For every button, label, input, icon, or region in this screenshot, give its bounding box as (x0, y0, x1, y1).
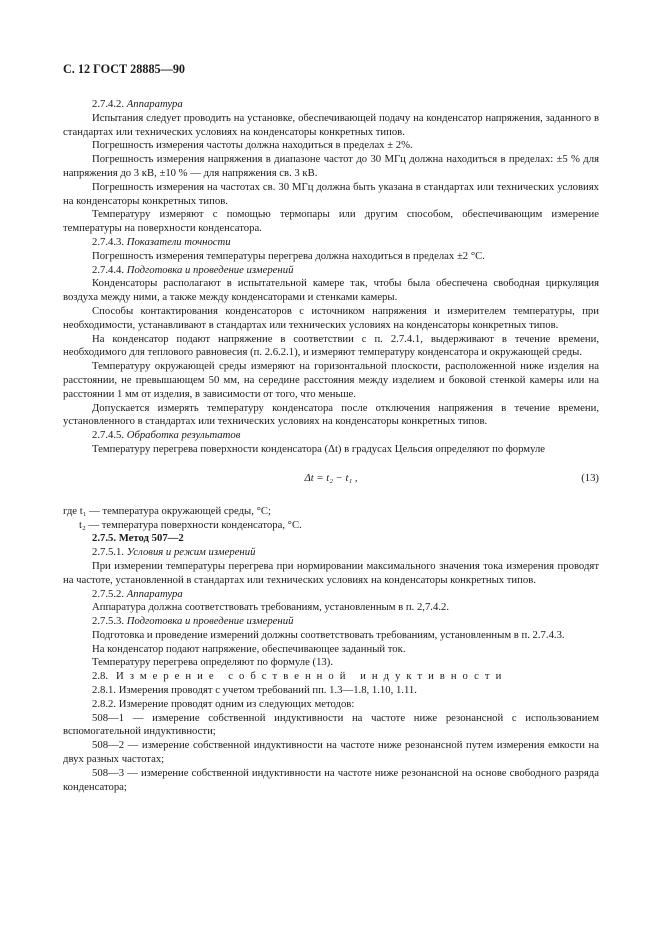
paragraph: Температуру перегрева поверхности конденсатора (Δt) в градусах Цельсия определяют по формуле (92, 442, 546, 455)
method-item: 508—1 — измерение собственной индуктивности на частоте ниже резонансной с использованием вспомогательной индуктивности; (63, 711, 599, 738)
paragraph: 2.8.2. Измерение проводят одним из следующих методов: (92, 697, 355, 710)
section-heading-2743: 2.7.4.3. Показатели точности (92, 235, 231, 248)
paragraph: Подготовка и проведение измерений должны соответствовать требованиям, установленным в п. 2.7.4.3. (92, 628, 565, 641)
formula-legend-t2: t₂ — температура поверхности конденсатора, °С. (79, 518, 302, 531)
formula-13 (63, 469, 599, 491)
paragraph: Аппаратура должна соответствовать требованиям, установленным в п. 2,7.4.2. (92, 601, 450, 614)
paragraph: Температуру окружающей среды измеряют на горизонтальной плоскости, расположенной ниже изделия на расстоянии, не превышающем 50 мм, на середине расстояния между изделием и боковой стенкой камеры или на расстоянии 1 мм от изделия, в зависимости от того, что меньше. (63, 360, 599, 400)
document-page (63, 62, 599, 794)
section-heading-2742: 2.7.4.2. Аппаратура (92, 98, 183, 110)
paragraph: Погрешность измерения температуры перегрева должна находиться в пределах ±2 °С. (92, 249, 485, 262)
paragraph: Способы контактирования конденсаторов с источником напряжения и измерителем температуры, при необходимости, устанавливают в стандартах или технических условиях на конденсаторы конкретных типов. (63, 304, 599, 331)
paragraph: Погрешность измерения напряжения в диапазоне частот до 30 МГц должна находиться в пределах: ±5 % для напряжения до 3 кВ, ±10 % — для напряжения св. 3 кВ. (63, 153, 599, 179)
section-heading-28: 2.8. Измерение собственной индуктивности (92, 670, 508, 683)
paragraph: Испытания следует проводить на установке, обеспечивающей подачу на конденсатор напряжения, заданного в стандартах или технических условиях на конденсаторы конкретных типов. (63, 111, 599, 138)
section-heading-2753: 2.7.5.3. Подготовка и проведение измерений (92, 615, 294, 628)
paragraph: Конденсаторы располагают в испытательной камере так, чтобы была обеспечена свободная циркуляция воздуха между ними, а также между конденсаторами и стенками камеры. (63, 277, 599, 304)
formula-expression: Δt = t₂ − t₁ , (304, 471, 358, 484)
method-item: 508—3 — измерение собственной индуктивности на частоте ниже резонансной на основе свободного разряда конденсатора; (63, 766, 599, 793)
paragraph: На конденсатор подают напряжение, обеспечивающее заданный ток. (92, 642, 406, 655)
paragraph: Погрешность измерения на частотах св. 30 МГц должна быть указана в стандартах или технических условиях на конденсаторы конкретных типов. (63, 180, 599, 207)
section-heading-2745: 2.7.4.5. Обработка результатов (92, 429, 241, 442)
paragraph: Допускается измерять температуру конденсатора после отключения напряжения в течение времени, установленного в стандартах или технических условиях на конденсаторы конкретных типов. (63, 401, 599, 428)
method-item: 508—2 — измерение собственной индуктивности на частоте ниже резонансной путем измерения емкости на двух разных частотах; (63, 739, 599, 766)
section-heading-2751: 2.7.5.1. Условия и режим измерений (92, 546, 256, 559)
paragraph: При измерении температуры перегрева при нормировании максимального значения тока измерения проводят на частоте, установленной в стандартах или технических условиях на конденсаторы конкретных типов. (63, 559, 599, 586)
page-header: С. 12 ГОСТ 28885—90 (63, 62, 186, 76)
paragraph: На конденсатор подают напряжение в соответствии с п. 2.7.4.1, выдерживают в течение времени, необходимого для теплового равновесия (п. 2.6.2.1), и измеряют температуру конденсатора и окружающей среды. (63, 332, 599, 359)
paragraph: Температуру измеряют с помощью термопары или другим способом, обеспечивающим измерение температуры на поверхности конденсатора. (63, 208, 599, 235)
section-heading-2752: 2.7.5.2. Аппаратура (92, 587, 183, 600)
section-heading-275: 2.7.5. Метод 507—2 (92, 532, 184, 545)
formula-legend-t1: где t₁ — температура окружающей среды, °С; (63, 504, 271, 517)
paragraph: Погрешность измерения частоты должна находиться в пределах ± 2%. (92, 139, 413, 152)
section-heading-2744: 2.7.4.4. Подготовка и проведение измерений (92, 263, 294, 276)
paragraph: Температуру перегрева определяют по формуле (13). (92, 656, 334, 669)
paragraph: 2.8.1. Измерения проводят с учетом требований пп. 1.3—1.8, 1.10, 1.11. (92, 684, 417, 697)
formula-number: (13) (581, 471, 599, 484)
